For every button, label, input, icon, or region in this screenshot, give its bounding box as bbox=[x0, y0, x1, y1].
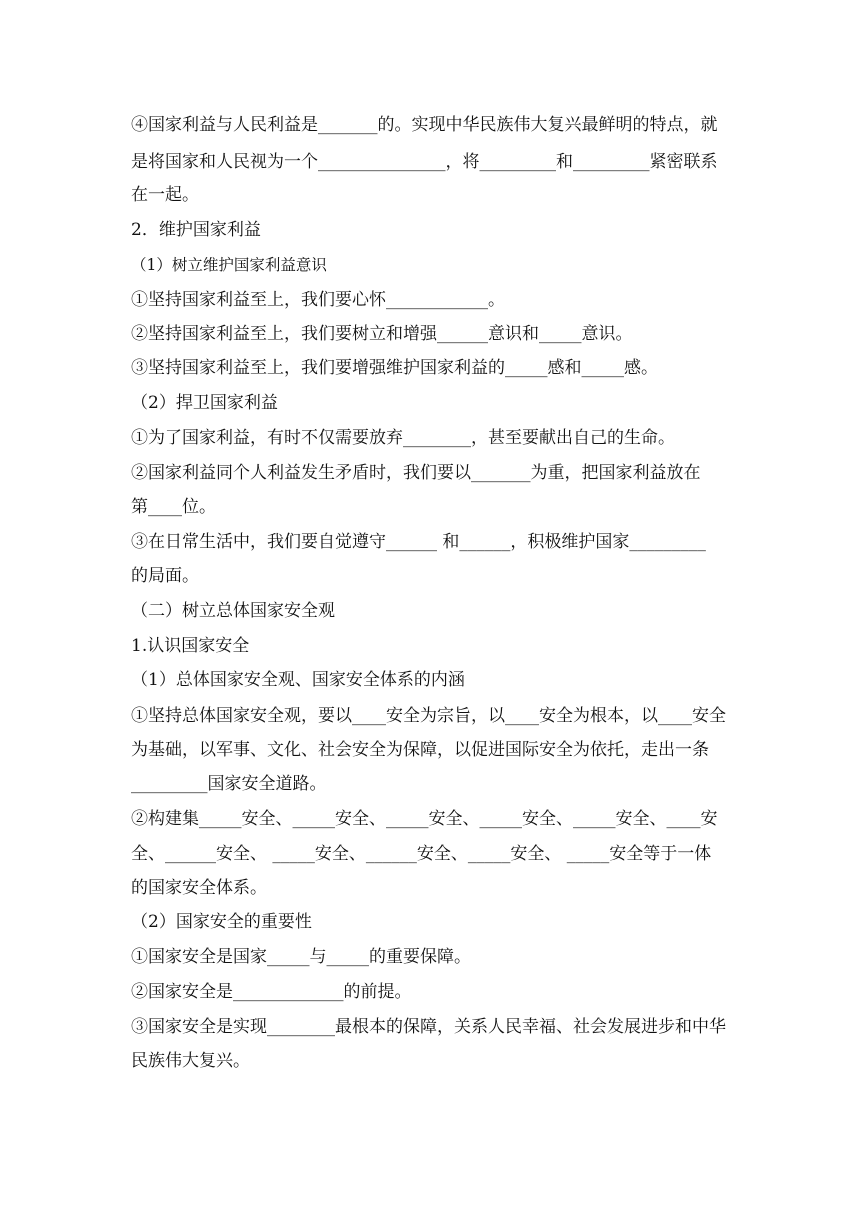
text-line: 为基础，以军事、文化、社会安全为保障，以促进国际安全为依托，走出一条 bbox=[131, 740, 709, 760]
text-line: ①国家安全是国家_____与_____的重要保障。 bbox=[131, 947, 471, 967]
subsection-heading: （2）捍卫国家利益 bbox=[131, 393, 278, 413]
text-line: ③在日常生活中，我们要自觉遵守______ 和______，积极维护国家_________ bbox=[131, 532, 706, 552]
text-line: ②国家安全是_____________的前提。 bbox=[131, 982, 412, 1002]
section-heading: 2．维护国家利益 bbox=[131, 220, 261, 240]
text-line: ②国家利益同个人利益发生矛盾时，我们要以_______为重，把国家利益放在 bbox=[131, 463, 701, 483]
text-line: ④国家利益与人民利益是_______的。实现中华民族伟大复兴最鲜明的特点，就 bbox=[131, 115, 718, 135]
text-line: 第____位。 bbox=[131, 497, 216, 517]
section-heading: 1.认识国家安全 bbox=[131, 636, 250, 656]
text-line: 的局面。 bbox=[131, 566, 199, 586]
text-line: ①为了国家利益，有时不仅需要放弃________，甚至要献出自己的生命。 bbox=[131, 428, 675, 448]
text-line: ②构建集_____安全、_____安全、_____安全、_____安全、_____安全、____安 bbox=[131, 809, 718, 829]
text-line: ③坚持国家利益至上，我们要增强维护国家利益的_____感和_____感。 bbox=[131, 358, 658, 378]
section-heading: （二）树立总体国家安全观 bbox=[131, 601, 335, 621]
subsection-heading: （1）总体国家安全观、国家安全体系的内涵 bbox=[131, 670, 465, 690]
text-line: 在一起。 bbox=[131, 185, 199, 205]
text-line: 的国家安全体系。 bbox=[131, 878, 267, 898]
text-line: ③国家安全是实现________最根本的保障，关系人民幸福、社会发展进步和中华 bbox=[131, 1017, 726, 1037]
subsection-heading: （1）树立维护国家利益意识 bbox=[131, 256, 327, 274]
text-line: 是将国家和人民视为一个_______________，将_________和_________紧密联系 bbox=[131, 152, 718, 172]
subsection-heading: （2）国家安全的重要性 bbox=[131, 912, 312, 932]
text-line: ①坚持国家利益至上，我们要心怀____________。 bbox=[131, 290, 505, 310]
text-line: 全、______安全、 _____安全、______安全、_____安全、 _____安全等于一体 bbox=[131, 844, 712, 864]
text-line: 民族伟大复兴。 bbox=[131, 1051, 250, 1071]
text-line: _________国家安全道路。 bbox=[131, 774, 327, 794]
text-line: ①坚持总体国家安全观，要以____安全为宗旨，以____安全为根本，以____安全 bbox=[131, 706, 726, 726]
text-line: ②坚持国家利益至上，我们要树立和增强______意识和_____意识。 bbox=[131, 324, 633, 344]
